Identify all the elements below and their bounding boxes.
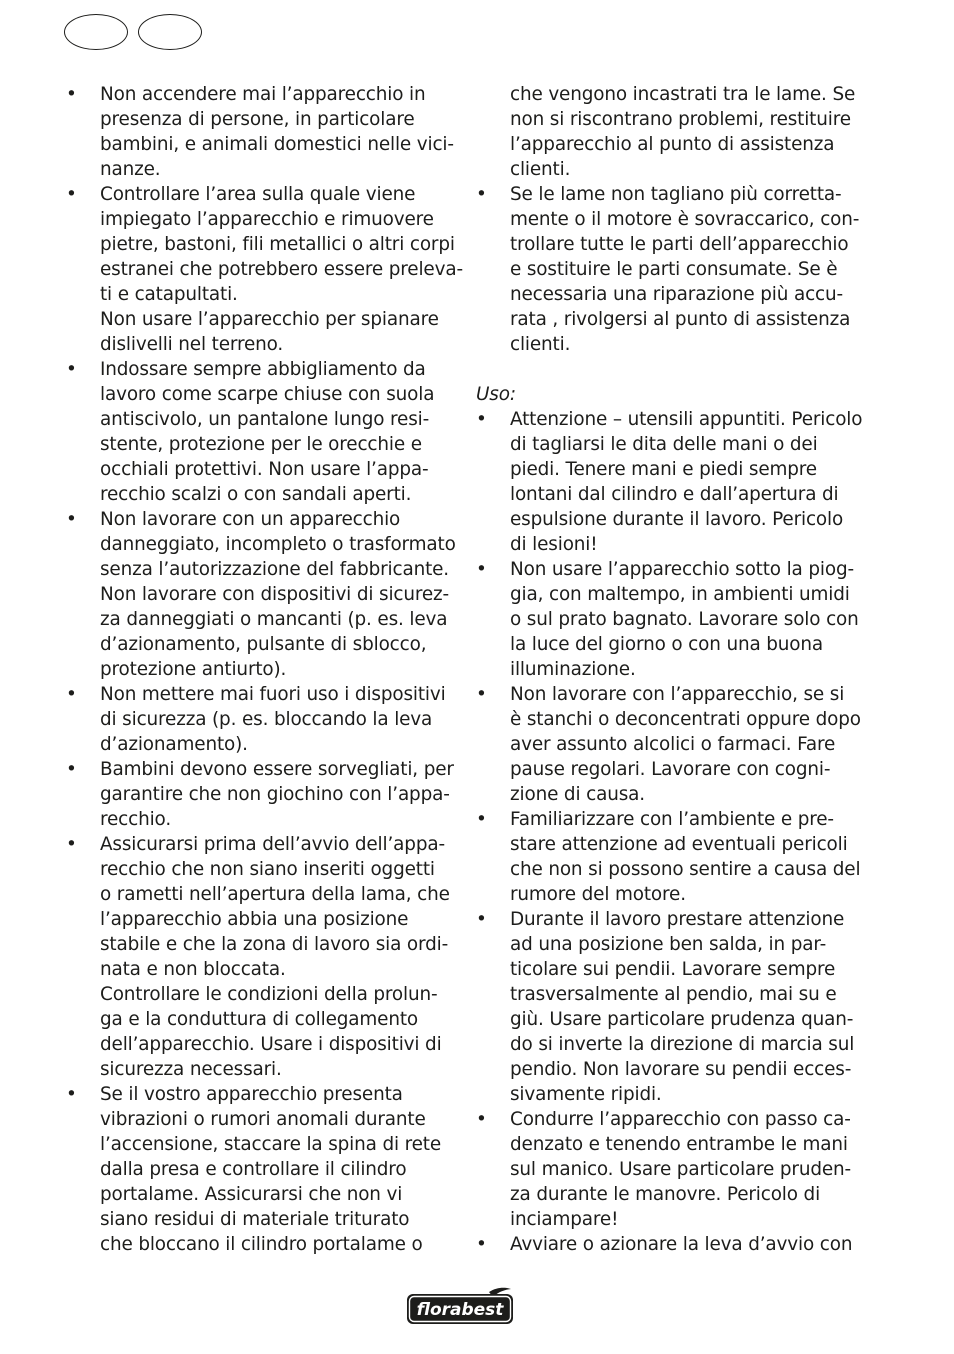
text-line: inciampare! bbox=[510, 1209, 619, 1230]
text-line: recchio. bbox=[100, 809, 172, 830]
text-line: Non usare l’apparecchio per spianare bbox=[100, 309, 439, 330]
text-line: o rametti nell’apertura della lama, che bbox=[100, 884, 450, 905]
bullet-item bbox=[66, 757, 456, 832]
text-line: danneggiato, incompleto o trasformato bbox=[100, 534, 456, 555]
continued-paragraph bbox=[476, 82, 866, 182]
text-line: garantire che non giochino con l’appa- bbox=[100, 784, 450, 805]
language-badge-oval bbox=[138, 14, 202, 50]
text-line: recchio scalzi o con sandali aperti. bbox=[100, 484, 412, 505]
text-line: Non accendere mai l’apparecchio in bbox=[100, 84, 426, 105]
text-line: ti e catapultati. bbox=[100, 284, 238, 305]
text-line: denzato e tenendo entrambe le mani bbox=[510, 1134, 848, 1155]
text-line: impiegato l’apparecchio e rimuovere bbox=[100, 209, 434, 230]
bullet-marker: • bbox=[66, 684, 77, 705]
text-line: dislivelli nel terreno. bbox=[100, 334, 284, 355]
bullet-item bbox=[476, 182, 866, 357]
text-line: vibrazioni o rumori anomali durante bbox=[100, 1109, 426, 1130]
bullet-list bbox=[476, 182, 866, 357]
text-line: Indossare sempre abbigliamento da bbox=[100, 359, 426, 380]
logo-text: florabest bbox=[416, 1300, 504, 1320]
text-line: Non lavorare con dispositivi di sicurez- bbox=[100, 584, 450, 605]
text-line: rata , rivolgersi al punto di assistenza bbox=[510, 309, 851, 330]
bullet-marker: • bbox=[66, 509, 77, 530]
text-line: che vengono incastrati tra le lame. Se bbox=[510, 84, 856, 105]
text-line: necessaria una riparazione più accu- bbox=[510, 284, 843, 305]
text-line: antiscivolo, un pantalone lungo resi- bbox=[100, 409, 430, 430]
text-line: piedi. Tenere mani e piedi sempre bbox=[510, 459, 817, 480]
bullet-item bbox=[66, 682, 456, 757]
florabest-logo bbox=[405, 1286, 515, 1326]
text-line: l’apparecchio abbia una posizione bbox=[100, 909, 409, 930]
text-line: Bambini devono essere sorvegliati, per bbox=[100, 759, 454, 780]
bullet-item bbox=[66, 357, 456, 507]
text-line: aver assunto alcolici o farmaci. Fare bbox=[510, 734, 836, 755]
text-line: clienti. bbox=[510, 159, 571, 180]
text-line: clienti. bbox=[510, 334, 571, 355]
text-line: che non si possono sentire a causa del bbox=[510, 859, 861, 880]
text-line: che bloccano il cilindro portalame o bbox=[100, 1234, 423, 1255]
text-line: Se il vostro apparecchio presenta bbox=[100, 1084, 403, 1105]
text-line: senza l’autorizzazione del fabbricante. bbox=[100, 559, 450, 580]
text-line: Avviare o azionare la leva d’avvio con bbox=[510, 1234, 853, 1255]
text-line: gia, con maltempo, in ambienti umidi bbox=[510, 584, 850, 605]
bullet-item bbox=[66, 507, 456, 682]
text-line: sivamente ripidi. bbox=[510, 1084, 662, 1105]
right-column bbox=[476, 82, 866, 1257]
text-line: nanze. bbox=[100, 159, 161, 180]
text-line: Non lavorare con l’apparecchio, se si bbox=[510, 684, 845, 705]
text-line: di sicurezza (p. es. bloccando la leva bbox=[100, 709, 433, 730]
text-line: Controllare l’area sulla quale viene bbox=[100, 184, 416, 205]
text-line: espulsione durante il lavoro. Pericolo bbox=[510, 509, 844, 530]
text-line: lavoro come scarpe chiuse con suola bbox=[100, 384, 435, 405]
text-line: ga e la conduttura di collegamento bbox=[100, 1009, 418, 1030]
bullet-marker: • bbox=[66, 834, 77, 855]
text-line: pietre, bastoni, fili metallici o altri corpi bbox=[100, 234, 455, 255]
text-line: pendio. Non lavorare su pendii ecces- bbox=[510, 1059, 852, 1080]
bullet-item bbox=[66, 1082, 456, 1257]
language-badges bbox=[64, 14, 206, 52]
text-line: trasversalmente al pendio, mai su e bbox=[510, 984, 837, 1005]
text-line: Non usare l’apparecchio sotto la piog- bbox=[510, 559, 854, 580]
text-line: giù. Usare particolare prudenza quan- bbox=[510, 1009, 854, 1030]
text-line: Durante il lavoro prestare attenzione bbox=[510, 909, 845, 930]
bullet-marker: • bbox=[66, 359, 77, 380]
text-line: dell’apparecchio. Usare i dispositivi di bbox=[100, 1034, 442, 1055]
bullet-list bbox=[476, 407, 866, 1257]
text-line: Assicurarsi prima dell’avvio dell’appa- bbox=[100, 834, 445, 855]
bullet-item bbox=[476, 407, 866, 557]
bullet-marker: • bbox=[66, 84, 77, 105]
text-line: Se le lame non tagliano più corretta- bbox=[510, 184, 842, 205]
text-line: la luce del giorno o con una buona bbox=[510, 634, 824, 655]
text-line: illuminazione. bbox=[510, 659, 636, 680]
text-line: stare attenzione ad eventuali pericoli bbox=[510, 834, 848, 855]
text-line: siano residui di materiale triturato bbox=[100, 1209, 410, 1230]
text-line: Familiarizzare con l’ambiente e pre- bbox=[510, 809, 834, 830]
text-line: za danneggiati o mancanti (p. es. leva bbox=[100, 609, 448, 630]
text-line: Condurre l’apparecchio con passo ca- bbox=[510, 1109, 851, 1130]
bullet-item bbox=[476, 1107, 866, 1232]
text-line: o sul prato bagnato. Lavorare solo con bbox=[510, 609, 859, 630]
text-line: Attenzione – utensili appuntiti. Pericolo bbox=[510, 409, 863, 430]
text-line: portalame. Assicurarsi che non vi bbox=[100, 1184, 403, 1205]
text-line: zione di causa. bbox=[510, 784, 645, 805]
text-line: sul manico. Usare particolare pruden- bbox=[510, 1159, 852, 1180]
text-line: Non lavorare con un apparecchio bbox=[100, 509, 401, 530]
bullet-marker: • bbox=[476, 559, 487, 580]
left-column bbox=[66, 82, 463, 1257]
bullet-item bbox=[476, 1232, 866, 1257]
text-line: presenza di persone, in particolare bbox=[100, 109, 415, 130]
text-line: pause regolari. Lavorare con cogni- bbox=[510, 759, 831, 780]
bullet-marker: • bbox=[476, 909, 487, 930]
bullet-item bbox=[476, 682, 866, 807]
text-line: l’apparecchio al punto di assistenza bbox=[510, 134, 835, 155]
text-line: recchio che non siano inseriti oggetti bbox=[100, 859, 435, 880]
text-line: protezione antiurto). bbox=[100, 659, 287, 680]
section-label: Uso: bbox=[476, 384, 516, 405]
text-line: e sostituire le parti consumate. Se è bbox=[510, 259, 838, 280]
text-line: stabile e che la zona di lavoro sia ordi- bbox=[100, 934, 449, 955]
bullet-item bbox=[66, 832, 456, 1082]
bullet-item bbox=[476, 807, 866, 907]
text-line: Non mettere mai fuori uso i dispositivi bbox=[100, 684, 446, 705]
text-line: d’azionamento). bbox=[100, 734, 248, 755]
text-line: dalla presa e controllare il cilindro bbox=[100, 1159, 407, 1180]
bullet-item bbox=[476, 907, 866, 1107]
bullet-marker: • bbox=[66, 759, 77, 780]
text-line: stente, protezione per le orecchie e bbox=[100, 434, 422, 455]
text-line: estranei che potrebbero essere preleva- bbox=[100, 259, 463, 280]
text-line: Controllare le condizioni della prolun- bbox=[100, 984, 438, 1005]
text-line: l’accensione, staccare la spina di rete bbox=[100, 1134, 442, 1155]
text-line: di lesioni! bbox=[510, 534, 598, 555]
bullet-marker: • bbox=[476, 684, 487, 705]
bullet-marker: • bbox=[476, 409, 487, 430]
bullet-marker: • bbox=[66, 184, 77, 205]
logo-badge bbox=[405, 1286, 515, 1326]
bullet-marker: • bbox=[66, 1084, 77, 1105]
text-line: non si riscontrano problemi, restituire bbox=[510, 109, 851, 130]
bullet-marker: • bbox=[476, 1109, 487, 1130]
bullet-marker: • bbox=[476, 1234, 487, 1255]
text-line: di tagliarsi le dita delle mani o dei bbox=[510, 434, 818, 455]
text-line: ticolare sui pendii. Lavorare sempre bbox=[510, 959, 836, 980]
text-line: nata e non bloccata. bbox=[100, 959, 286, 980]
text-line: lontani dal cilindro e dall’apertura di bbox=[510, 484, 839, 505]
text-line: ad una posizione ben salda, in par- bbox=[510, 934, 827, 955]
text-line: za durante le manovre. Pericolo di bbox=[510, 1184, 821, 1205]
text-line: do si inverte la direzione di marcia sul bbox=[510, 1034, 855, 1055]
text-line: rumore del motore. bbox=[510, 884, 686, 905]
language-badge-oval bbox=[64, 14, 128, 50]
bullet-marker: • bbox=[476, 809, 487, 830]
bullet-item bbox=[66, 182, 463, 357]
bullet-item bbox=[66, 82, 456, 182]
bullet-marker: • bbox=[476, 184, 487, 205]
text-line: bambini, e animali domestici nelle vici- bbox=[100, 134, 454, 155]
text-line: sicurezza necessari. bbox=[100, 1059, 282, 1080]
text-line: mente o il motore è sovraccarico, con- bbox=[510, 209, 860, 230]
bullet-item bbox=[476, 557, 866, 682]
text-line: trollare tutte le parti dell’apparecchio bbox=[510, 234, 849, 255]
text-line: è stanchi o deconcentrati oppure dopo bbox=[510, 709, 861, 730]
text-line: d’azionamento, pulsante di sblocco, bbox=[100, 634, 427, 655]
text-line: occhiali protettivi. Non usare l’appa- bbox=[100, 459, 429, 480]
